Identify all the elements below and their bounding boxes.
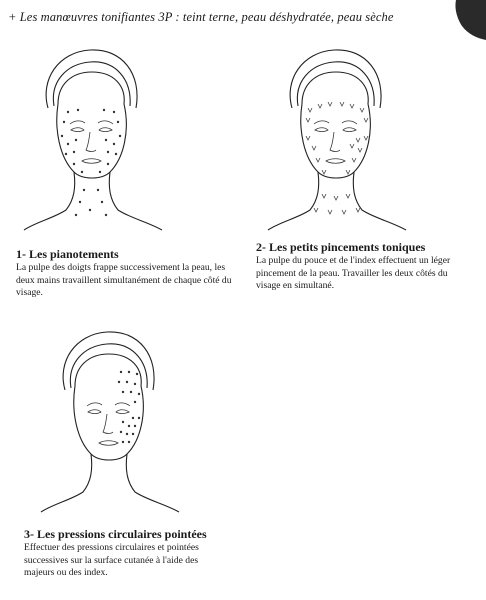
- corner-scan-mark: [446, 0, 486, 40]
- page-heading: + Les manœuvres tonifiantes 3P : teint terne, peau déshydratée, peau sèche: [8, 10, 394, 24]
- pression-dots: [118, 371, 140, 443]
- pincement-v-marks: [306, 102, 368, 214]
- technique-2-title: 2- Les petits pincements toniques: [256, 240, 426, 254]
- face-illustration-pincements: [262, 40, 412, 240]
- technique-1-description: La pulpe des doigts frappe successivement la peau, les deux mains travaillent simultanément de chaque côté du visage.: [16, 262, 232, 298]
- face-illustration-pianotements: [18, 40, 168, 240]
- face-illustration-pressions: [30, 322, 190, 522]
- technique-3-title: 3- Les pressions circulaires pointées: [24, 527, 207, 541]
- technique-1-title: 1- Les pianotements: [16, 247, 119, 261]
- technique-2-description: La pulpe du pouce et de l'index effectuent un léger pincement de la peau. Travailler les deux côtés du visage en simultané.: [256, 255, 451, 291]
- technique-3-description: Effectuer des pressions circulaires et pointées successives sur la surface cutanée à l'aide des majeurs ou des index.: [24, 542, 199, 578]
